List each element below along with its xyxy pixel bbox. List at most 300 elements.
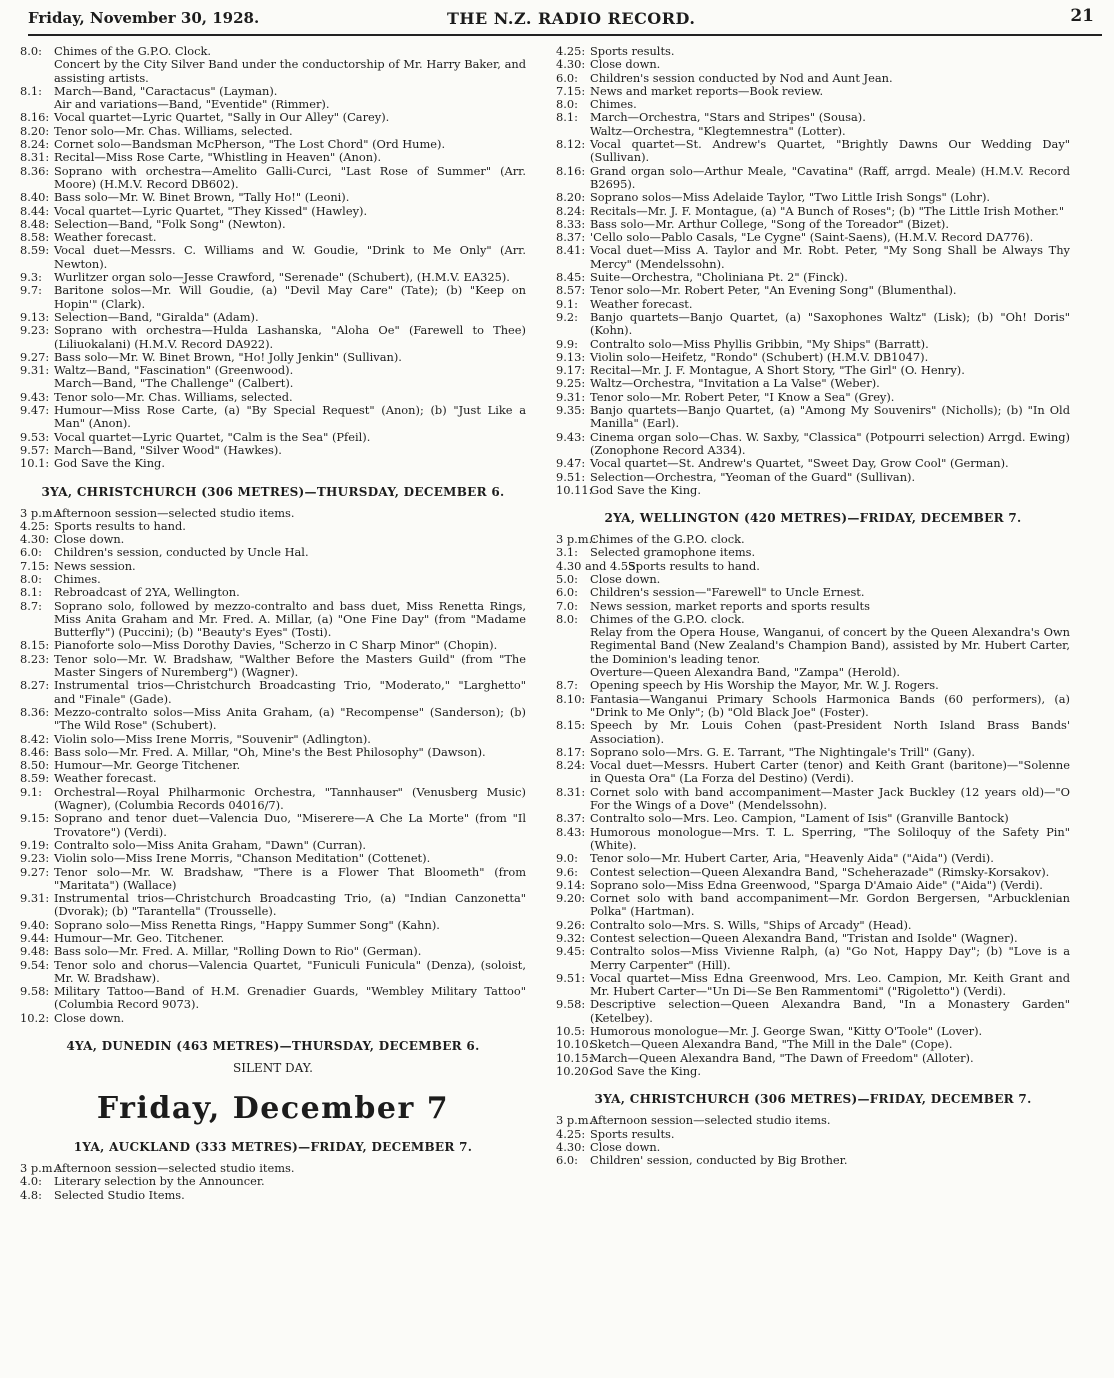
programme-item bbox=[556, 457, 1070, 470]
programme-text: Vocal duet—Messrs. C. Williams and W. Goudie, "Drink to Me Only" (Arr. Newton). bbox=[54, 243, 526, 271]
programme-item bbox=[556, 879, 1070, 892]
programme-item bbox=[556, 600, 1070, 613]
programme-text: Recital—Mr. J. F. Montague, A Short Story, "The Girl" (O. Henry). bbox=[590, 363, 965, 378]
programme-item bbox=[556, 431, 1070, 458]
day-heading: Friday, December 7 bbox=[96, 1091, 450, 1127]
programme-time: 8.15: bbox=[556, 718, 586, 733]
programme-time: 8.37: bbox=[556, 230, 586, 245]
programme-time: 10.10: bbox=[556, 1037, 593, 1052]
programme-item bbox=[556, 218, 1070, 231]
programme-text: Soprano solo—Miss Edna Greenwood, "Sparga D'Amaio Aide" ("Aida") (Verdi). bbox=[590, 877, 1043, 892]
programme-list bbox=[20, 507, 526, 1026]
programme-item bbox=[556, 546, 1070, 559]
programme-text: Vocal quartet—St. Andrew's Quartet, "Sweet Day, Grow Cool" (German). bbox=[590, 456, 1009, 471]
programme-text: Selection—Orchestra, "Yeoman of the Guard" (Sullivan). bbox=[590, 469, 916, 484]
programme-text: Violin solo—Miss Irene Morris, "Souvenir" (Adlington). bbox=[54, 731, 371, 746]
programme-text: Afternoon session—selected studio items. bbox=[590, 1113, 831, 1128]
programme-text: Humorous monologue—Mr. J. George Swan, "Kitty O'Toole" (Lover). bbox=[590, 1024, 983, 1039]
programme-item bbox=[556, 560, 1070, 573]
programme-time: 8.1: bbox=[20, 83, 42, 98]
programme-text: News session. bbox=[54, 558, 136, 573]
programme-time: 9.27: bbox=[20, 864, 50, 879]
programme-item bbox=[556, 932, 1070, 945]
programme-item bbox=[556, 1052, 1070, 1065]
programme-item bbox=[20, 600, 526, 640]
programme-time: 9.31: bbox=[556, 389, 586, 404]
programme-time: 4.25: bbox=[20, 518, 50, 533]
programme-time: 9.35: bbox=[556, 403, 586, 418]
programme-item bbox=[20, 444, 526, 457]
programme-list bbox=[20, 1162, 526, 1202]
programme-text: Tenor solo—Mr. Chas. Williams, selected. bbox=[54, 389, 293, 404]
programme-time: 8.59: bbox=[20, 771, 50, 786]
programme-item bbox=[20, 959, 526, 986]
programme-time: 9.48: bbox=[20, 944, 50, 959]
programme-item bbox=[20, 786, 526, 813]
programme-text: Bass solo—Mr. W. Binet Brown, "Ho! Jolly Jenkin" (Sullivan). bbox=[54, 349, 402, 364]
programme-text: Violin solo—Miss Irene Morris, "Chanson Meditation" (Cottenet). bbox=[54, 851, 431, 866]
programme-item bbox=[20, 759, 526, 772]
programme-text: Tenor solo—Mr. Robert Peter, "I Know a Sea" (Grey). bbox=[590, 389, 895, 404]
programme-item bbox=[556, 786, 1070, 813]
programme-text: Banjo quartets—Banjo Quartet, (a) "Among My Souvenirs" (Nicholls); (b) "In Old Manilla" (Earl). bbox=[590, 403, 1070, 431]
programme-time: 8.24: bbox=[556, 758, 586, 773]
programme-time: 10.15: bbox=[556, 1050, 593, 1065]
programme-text: Concert by the City Silver Band under the conductorship of Mr. Harry Baker, and assisting artists. bbox=[54, 57, 526, 85]
programme-item bbox=[556, 1038, 1070, 1051]
programme-text: Fantasia—Wanganui Primary Schools Harmonica Bands (60 performers), (a) "Drink to Me Only"; (b) "Old Black Joe" (Foster). bbox=[590, 691, 1070, 719]
header-rule bbox=[28, 34, 1102, 36]
programme-item bbox=[20, 919, 526, 932]
programme-time: 9.27: bbox=[20, 349, 50, 364]
programme-text: Bass solo—Mr. W. Binet Brown, "Tally Ho!" (Leoni). bbox=[54, 190, 350, 205]
programme-item bbox=[20, 892, 526, 919]
programme-item bbox=[556, 1128, 1070, 1141]
programme-time: 9.58: bbox=[556, 997, 586, 1012]
programme-item bbox=[556, 377, 1070, 390]
programme-time: 8.50: bbox=[20, 758, 50, 773]
programme-text: Children' session, conducted by Big Brother. bbox=[590, 1153, 848, 1168]
programme-item bbox=[556, 72, 1070, 85]
programme-text: Cornet solo with band accompaniment—Mr. Gordon Bergersen, "Arbucklenian Polka" (Hartman). bbox=[590, 891, 1070, 919]
programme-item bbox=[20, 679, 526, 706]
programme-text: News and market reports—Book review. bbox=[590, 83, 824, 98]
programme-text: Selected Studio Items. bbox=[54, 1187, 185, 1202]
programme-text: Baritone solos—Mr. Will Goudie, (a) "Devil May Care" (Tate); (b) "Keep on Hopin'" (Clark). bbox=[54, 283, 526, 311]
programme-item bbox=[20, 507, 526, 520]
programme-time: 7.0: bbox=[556, 598, 578, 613]
programme-item bbox=[556, 231, 1070, 244]
programme-item bbox=[556, 1114, 1070, 1127]
programme-time: 8.40: bbox=[20, 190, 50, 205]
programme-text: Close down. bbox=[590, 57, 661, 72]
programme-text: Children's session conducted by Nod and Aunt Jean. bbox=[590, 70, 893, 85]
programme-time: 9.57: bbox=[20, 442, 50, 457]
programme-item bbox=[20, 772, 526, 785]
programme-time: 8.0: bbox=[20, 571, 42, 586]
programme-text: Soprano with orchestra—Hulda Lashanska, "Aloha Oe" (Farewell to Thee) (Liliuokalani) (H.M.V. Record DA922). bbox=[54, 323, 526, 351]
programme-time: 4.30: bbox=[556, 57, 586, 72]
programme-text: Chimes. bbox=[54, 571, 101, 586]
issue-date: Friday, November 30, 1928. bbox=[28, 9, 260, 27]
programme-time: 9.44: bbox=[20, 931, 50, 945]
programme-text: God Save the King. bbox=[590, 1063, 701, 1078]
programme-item bbox=[20, 218, 526, 231]
programme-text: Sports results to hand. bbox=[628, 558, 760, 573]
programme-time: 9.45: bbox=[556, 944, 586, 959]
programme-text: Soprano with orchestra—Amelito Galli-Curci, "Last Rose of Summer" (Arr. Moore) (H.M.V. Record DB602). bbox=[54, 163, 526, 191]
programme-time: 3 p.m.: bbox=[556, 532, 597, 547]
programme-time: 9.13: bbox=[556, 349, 586, 364]
programme-time: 8.0: bbox=[556, 611, 578, 626]
programme-text: Soprano solo—Miss Renetta Rings, "Happy Summer Song" (Kahn). bbox=[54, 917, 440, 932]
programme-item bbox=[20, 985, 526, 1012]
programme-time: 9.7: bbox=[20, 283, 42, 298]
programme-item bbox=[20, 457, 526, 470]
programme-item bbox=[20, 560, 526, 573]
programme-text: Grand organ solo—Arthur Meale, "Cavatina" (Raff, arrgd. Meale) (H.M.V. Record B2695). bbox=[590, 163, 1070, 191]
programme-time: 9.47: bbox=[20, 403, 50, 418]
programme-time: 8.7: bbox=[20, 598, 42, 613]
programme-item bbox=[556, 1154, 1070, 1167]
programme-time: 9.43: bbox=[556, 429, 586, 444]
programme-item bbox=[556, 852, 1070, 865]
programme-text: Afternoon session—selected studio items. bbox=[54, 1161, 295, 1176]
programme-list bbox=[20, 45, 526, 471]
programme-item bbox=[556, 613, 1070, 626]
programme-item bbox=[20, 244, 526, 271]
programme-text: Weather forecast. bbox=[590, 296, 693, 311]
programme-item bbox=[556, 972, 1070, 999]
programme-text: Sketch—Queen Alexandra Band, "The Mill in the Dale" (Cope). bbox=[590, 1037, 953, 1052]
programme-text: Descriptive selection—Queen Alexandra Band, "In a Monastery Garden" (Ketelbey). bbox=[590, 997, 1070, 1025]
programme-text: Waltz—Orchestra, "Invitation a La Valse" (Weber). bbox=[590, 376, 880, 391]
programme-item bbox=[20, 1189, 526, 1202]
programme-time: 4.30: bbox=[20, 532, 50, 547]
programme-text: Sports results. bbox=[590, 44, 675, 58]
programme-item bbox=[556, 484, 1070, 497]
programme-item bbox=[20, 271, 526, 284]
programme-text: Close down. bbox=[590, 1139, 661, 1154]
programme-time: 9.40: bbox=[20, 917, 50, 932]
programme-text: Humorous monologue—Mrs. T. L. Sperring, "The Soliloquy of the Safety Pin" (White). bbox=[590, 824, 1070, 852]
programme-text: Humour—Miss Rose Carte, (a) "By Special Request" (Anon); (b) "Just Like a Man" (Anon). bbox=[54, 403, 526, 431]
programme-time: 3 p.m.: bbox=[556, 1113, 597, 1128]
programme-item bbox=[556, 391, 1070, 404]
programme-text: Chimes of the G.P.O. Clock. bbox=[54, 44, 211, 58]
programme-time: 9.58: bbox=[20, 984, 50, 999]
programme-time: 10.5: bbox=[556, 1024, 586, 1039]
programme-item bbox=[556, 919, 1070, 932]
programme-list bbox=[556, 1114, 1070, 1167]
programme-time: 8.41: bbox=[556, 243, 586, 258]
programme-time: 8.46: bbox=[20, 744, 50, 759]
programme-text: Instrumental trios—Christchurch Broadcasting Trio, (a) "Indian Canzonetta" (Dvorak); (b) "Tarantella" (Trousselle). bbox=[54, 891, 526, 919]
programme-text: Close down. bbox=[590, 571, 661, 586]
section-heading: 1YA, AUCKLAND (333 METRES)—FRIDAY, DECEMBER 7. bbox=[73, 1140, 473, 1155]
programme-time: 8.31: bbox=[556, 784, 586, 799]
programme-item bbox=[20, 746, 526, 759]
programme-item bbox=[556, 125, 1070, 138]
programme-text: Soprano and tenor duet—Valencia Duo, "Miserere—A Che La Morte" (from "Il Trovatore") (Verdi). bbox=[54, 811, 526, 839]
programme-time: 9.32: bbox=[556, 931, 586, 945]
programme-item bbox=[20, 431, 526, 444]
programme-item bbox=[20, 706, 526, 733]
programme-time: 8.17: bbox=[556, 744, 586, 759]
programme-text: Cornet solo—Bandsman McPherson, "The Lost Chord" (Ord Hume). bbox=[54, 137, 446, 152]
programme-text: Rebroadcast of 2YA, Wellington. bbox=[54, 585, 240, 600]
programme-item bbox=[556, 191, 1070, 204]
programme-text: Close down. bbox=[54, 532, 125, 547]
programme-text: Tenor solo—Mr. Robert Peter, "An Evening Song" (Blumenthal). bbox=[590, 283, 957, 298]
programme-time: 8.59: bbox=[20, 243, 50, 258]
programme-time: 8.57: bbox=[556, 283, 586, 298]
programme-text: Contralto solos—Miss Vivienne Ralph, (a) "Go Not, Happy Day"; (b) "Love is a Merry Carpenter" (Hill). bbox=[590, 944, 1070, 972]
programme-text: Cinema organ solo—Chas. W. Saxby, "Classica" (Potpourri selection) Arrgd. Ewing) (Zonophone Record A334). bbox=[590, 429, 1070, 457]
programme-time: 6.0: bbox=[556, 1153, 578, 1168]
programme-time: 8.24: bbox=[556, 203, 586, 218]
programme-item bbox=[556, 98, 1070, 111]
programme-item bbox=[556, 746, 1070, 759]
programme-text: 'Cello solo—Pablo Casals, "Le Cygne" (Saint-Saens), (H.M.V. Record DA776). bbox=[590, 230, 1034, 245]
programme-item bbox=[20, 125, 526, 138]
programme-time: 9.47: bbox=[556, 456, 586, 471]
programme-time: 4.8: bbox=[20, 1187, 42, 1202]
page-number: 21 bbox=[1070, 6, 1094, 26]
programme-time: 8.43: bbox=[556, 824, 586, 839]
programme-item bbox=[20, 205, 526, 218]
programme-time: 9.23: bbox=[20, 851, 50, 866]
programme-text: God Save the King. bbox=[54, 456, 165, 471]
programme-time: 7.15: bbox=[556, 83, 586, 98]
programme-item bbox=[556, 138, 1070, 165]
programme-item bbox=[556, 759, 1070, 786]
section-heading: 3YA, CHRISTCHURCH (306 METRES)—THURSDAY, DECEMBER 6. bbox=[41, 484, 505, 499]
programme-time: 10.11: bbox=[556, 482, 593, 497]
programme-time: 8.0: bbox=[556, 97, 578, 112]
programme-time: 9.26: bbox=[556, 917, 586, 932]
programme-text: Afternoon session—selected studio items. bbox=[54, 505, 295, 520]
programme-item bbox=[556, 284, 1070, 297]
programme-time: 8.20: bbox=[556, 190, 586, 205]
programme-text: Tenor solo—Mr. Chas. Williams, selected. bbox=[54, 123, 293, 138]
programme-text: Soprano solos—Miss Adelaide Taylor, "Two Little Irish Songs" (Lohr). bbox=[590, 190, 991, 205]
programme-time: 3 p.m.: bbox=[20, 1161, 61, 1176]
programme-item bbox=[556, 298, 1070, 311]
section-heading: 2YA, WELLINGTON (420 METRES)—FRIDAY, DECEMBER 7. bbox=[604, 511, 1022, 526]
programme-text: March—Band, "Caractacus" (Layman). bbox=[54, 83, 278, 98]
programme-time: 9.23: bbox=[20, 323, 50, 338]
programme-time: 9.0: bbox=[556, 851, 578, 866]
programme-text: Tenor solo—Mr. Hubert Carter, Aria, "Heavenly Aida" ("Aida") (Verdi). bbox=[590, 851, 994, 866]
programme-item bbox=[556, 812, 1070, 825]
programme-time: 9.14: bbox=[556, 877, 586, 892]
programme-time: 8.36: bbox=[20, 163, 50, 178]
programme-time: 8.31: bbox=[20, 150, 50, 165]
programme-time: 9.31: bbox=[20, 891, 50, 906]
programme-text: Vocal quartet—Lyric Quartet, "Calm is the Sea" (Pfeil). bbox=[54, 429, 371, 444]
programme-item bbox=[20, 852, 526, 865]
programme-item bbox=[556, 58, 1070, 71]
programme-item bbox=[556, 404, 1070, 431]
programme-item bbox=[20, 151, 526, 164]
programme-item bbox=[20, 533, 526, 546]
programme-text: March—Band, "The Challenge" (Calbert). bbox=[54, 376, 294, 391]
programme-item bbox=[20, 733, 526, 746]
programme-text: Children's session—"Farewell" to Uncle Ernest. bbox=[590, 585, 865, 600]
programme-text: Air and variations—Band, "Eventide" (Rimmer). bbox=[54, 97, 330, 112]
programme-text: Military Tattoo—Band of H.M. Grenadier Guards, "Wembley Military Tattoo" (Columbia Record 9073). bbox=[54, 984, 526, 1012]
programme-text: Selection—Band, "Giralda" (Adam). bbox=[54, 309, 259, 324]
programme-text: Tenor solo—Mr. W. Bradshaw, "Walther Before the Masters Guild" (from "The Master Singers of Nuremberg") (Wagner). bbox=[54, 651, 526, 680]
programme-time: 8.36: bbox=[20, 704, 50, 719]
column-left bbox=[20, 45, 526, 1202]
programme-text: Instrumental trios—Christchurch Broadcasting Trio, "Moderato," "Larghetto" and "Finale" (Gade). bbox=[54, 678, 526, 706]
programme-text: March—Orchestra, "Stars and Stripes" (Sousa). bbox=[590, 110, 866, 125]
programme-item bbox=[20, 98, 526, 111]
programme-time: 8.27: bbox=[20, 678, 50, 693]
programme-time: 8.48: bbox=[20, 216, 50, 231]
programme-time: 9.1: bbox=[556, 296, 578, 311]
programme-text: Chimes. bbox=[590, 97, 637, 112]
programme-item bbox=[20, 520, 526, 533]
programme-text: March—Queen Alexandra Band, "The Dawn of Freedom" (Alloter). bbox=[590, 1050, 974, 1065]
programme-text: Recitals—Mr. J. F. Montague, (a) "A Bunch of Roses"; (b) "The Little Irish Mother." bbox=[590, 203, 1065, 218]
programme-item bbox=[556, 85, 1070, 98]
programme-text: Selected gramophone items. bbox=[590, 545, 756, 560]
programme-text: Waltz—Band, "Fascination" (Greenwood). bbox=[54, 363, 294, 378]
programme-text: Soprano solo—Mrs. G. E. Tarrant, "The Nightingale's Trill" (Gany). bbox=[590, 744, 976, 759]
programme-time: 8.23: bbox=[20, 651, 50, 666]
programme-time: 4.25: bbox=[556, 1126, 586, 1141]
programme-time: 8.10: bbox=[556, 691, 586, 706]
programme-time: 8.20: bbox=[20, 123, 50, 138]
programme-time: 8.7: bbox=[556, 678, 578, 693]
programme-item bbox=[556, 351, 1070, 364]
programme-item bbox=[20, 377, 526, 390]
programme-text: Vocal quartet—Lyric Quartet, "They Kissed" (Hawley). bbox=[54, 203, 368, 218]
programme-item bbox=[20, 85, 526, 98]
programme-item bbox=[556, 866, 1070, 879]
programme-time: 4.30: bbox=[556, 1139, 586, 1154]
silent-day-notice: SILENT DAY. bbox=[233, 1061, 313, 1076]
section-heading: 4YA, DUNEDIN (463 METRES)—THURSDAY, DECEMBER 6. bbox=[66, 1039, 480, 1054]
programme-time: 6.0: bbox=[556, 70, 578, 85]
programme-text: Overture—Queen Alexandra Band, "Zampa" (Herold). bbox=[590, 665, 901, 680]
programme-text: Contest selection—Queen Alexandra Band, "Scheherazade" (Rimsky-Korsakov). bbox=[590, 864, 1050, 879]
programme-item bbox=[20, 284, 526, 311]
programme-item bbox=[556, 693, 1070, 720]
programme-time: 9.6: bbox=[556, 864, 578, 879]
programme-item bbox=[556, 271, 1070, 284]
programme-text: Children's session, conducted by Uncle Hal. bbox=[54, 545, 309, 560]
programme-text: Vocal duet—Messrs. Hubert Carter (tenor) and Keith Grant (baritone)—"Solenne in Questa Ora" (La Forza del Destino) (Verdi). bbox=[590, 758, 1070, 786]
programme-item bbox=[20, 812, 526, 839]
programme-time: 9.19: bbox=[20, 837, 50, 852]
programme-text: Bass solo—Mr. Fred. A. Millar, "Rolling Down to Rio" (German). bbox=[54, 944, 422, 959]
programme-item bbox=[556, 364, 1070, 377]
programme-text: Chimes of the G.P.O. clock. bbox=[590, 532, 745, 547]
programme-item bbox=[556, 311, 1070, 338]
programme-time: 9.51: bbox=[556, 970, 586, 985]
programme-item bbox=[20, 58, 526, 85]
programme-text: Contralto solo—Mrs. S. Wills, "Ships of Arcady" (Head). bbox=[590, 917, 912, 932]
programme-text: Close down. bbox=[54, 1010, 125, 1025]
programme-text: Contralto solo—Miss Anita Graham, "Dawn" (Curran). bbox=[54, 837, 367, 852]
programme-item bbox=[20, 404, 526, 431]
programme-time: 3.1: bbox=[556, 545, 578, 560]
programme-time: 9.17: bbox=[556, 363, 586, 378]
programme-item bbox=[556, 719, 1070, 746]
programme-item bbox=[556, 626, 1070, 666]
programme-time: 3 p.m.: bbox=[20, 505, 61, 520]
programme-text: Selection—Band, "Folk Song" (Newton). bbox=[54, 216, 286, 231]
programme-item bbox=[556, 1065, 1070, 1078]
programme-time: 9.31: bbox=[20, 363, 50, 378]
programme-text: Contralto solo—Mrs. Leo. Campion, "Lament of Isis" (Granville Bantock) bbox=[590, 811, 1009, 826]
programme-item bbox=[20, 111, 526, 124]
programme-text: Weather forecast. bbox=[54, 771, 157, 786]
programme-time: 5.0: bbox=[556, 571, 578, 586]
programme-item bbox=[20, 45, 526, 58]
programme-time: 8.42: bbox=[20, 731, 50, 746]
programme-text: Vocal quartet—Lyric Quartet, "Sally in Our Alley" (Carey). bbox=[54, 110, 390, 125]
programme-item bbox=[556, 666, 1070, 679]
programme-item bbox=[20, 639, 526, 652]
programme-item bbox=[556, 205, 1070, 218]
programme-time: 8.15: bbox=[20, 638, 50, 653]
programme-item bbox=[556, 892, 1070, 919]
programme-item bbox=[20, 351, 526, 364]
programme-time: 10.20: bbox=[556, 1063, 593, 1078]
programme-item bbox=[556, 165, 1070, 192]
programme-text: Bass solo—Mr. Fred. A. Millar, "Oh, Mine's the Best Philosophy" (Dawson). bbox=[54, 744, 486, 759]
programme-time: 9.20: bbox=[556, 891, 586, 906]
programme-time: 8.0: bbox=[20, 44, 42, 58]
programme-item bbox=[20, 138, 526, 151]
programme-text: Wurlitzer organ solo—Jesse Crawford, "Serenade" (Schubert), (H.M.V. EA325). bbox=[54, 270, 510, 285]
programme-time: 8.16: bbox=[20, 110, 50, 125]
programme-text: Sports results to hand. bbox=[54, 518, 186, 533]
programme-text: Vocal quartet—Miss Edna Greenwood, Mrs. Leo. Campion, Mr. Keith Grant and Mr. Hubert Carter—"Un Di—Se Ben Rammentomi" ("Rigoletto") (Verdi). bbox=[590, 970, 1070, 999]
programme-text: News session, market reports and sports results bbox=[590, 598, 870, 613]
programme-text: Bass solo—Mr. Arthur College, "Song of the Toreador" (Bizet). bbox=[590, 216, 949, 231]
programme-time: 8.58: bbox=[20, 230, 50, 245]
programme-time: 8.12: bbox=[556, 137, 586, 152]
programme-item bbox=[20, 311, 526, 324]
programme-item bbox=[556, 244, 1070, 271]
programme-item bbox=[20, 231, 526, 244]
programme-text: Chimes of the G.P.O. clock. bbox=[590, 611, 745, 626]
programme-item bbox=[556, 533, 1070, 546]
section-heading: 3YA, CHRISTCHURCH (306 METRES)—FRIDAY, DECEMBER 7. bbox=[594, 1092, 1032, 1107]
programme-item bbox=[20, 1012, 526, 1025]
page-header bbox=[28, 6, 1102, 34]
programme-item bbox=[20, 839, 526, 852]
column-right bbox=[556, 45, 1070, 1167]
programme-item bbox=[556, 826, 1070, 853]
programme-text: Humour—Mr. George Titchener. bbox=[54, 758, 241, 773]
programme-text: Tenor solo and chorus—Valencia Quartet, "Funiculi Funicula" (Denza), (soloist, Mr. W. Bradshaw). bbox=[54, 957, 526, 985]
programme-time: 9.43: bbox=[20, 389, 50, 404]
programme-list bbox=[556, 533, 1070, 1078]
programme-time: 9.9: bbox=[556, 336, 578, 351]
programme-item bbox=[20, 191, 526, 204]
programme-text: Cornet solo with band accompaniment—Master Jack Buckley (12 years old)—"O For the Wings of a Dove" (Mendelssohn). bbox=[590, 784, 1070, 813]
programme-time: 8.1: bbox=[20, 585, 42, 600]
programme-text: Suite—Orchestra, "Choliniana Pt. 2" (Finck). bbox=[590, 270, 848, 285]
programme-time: 6.0: bbox=[20, 545, 42, 560]
